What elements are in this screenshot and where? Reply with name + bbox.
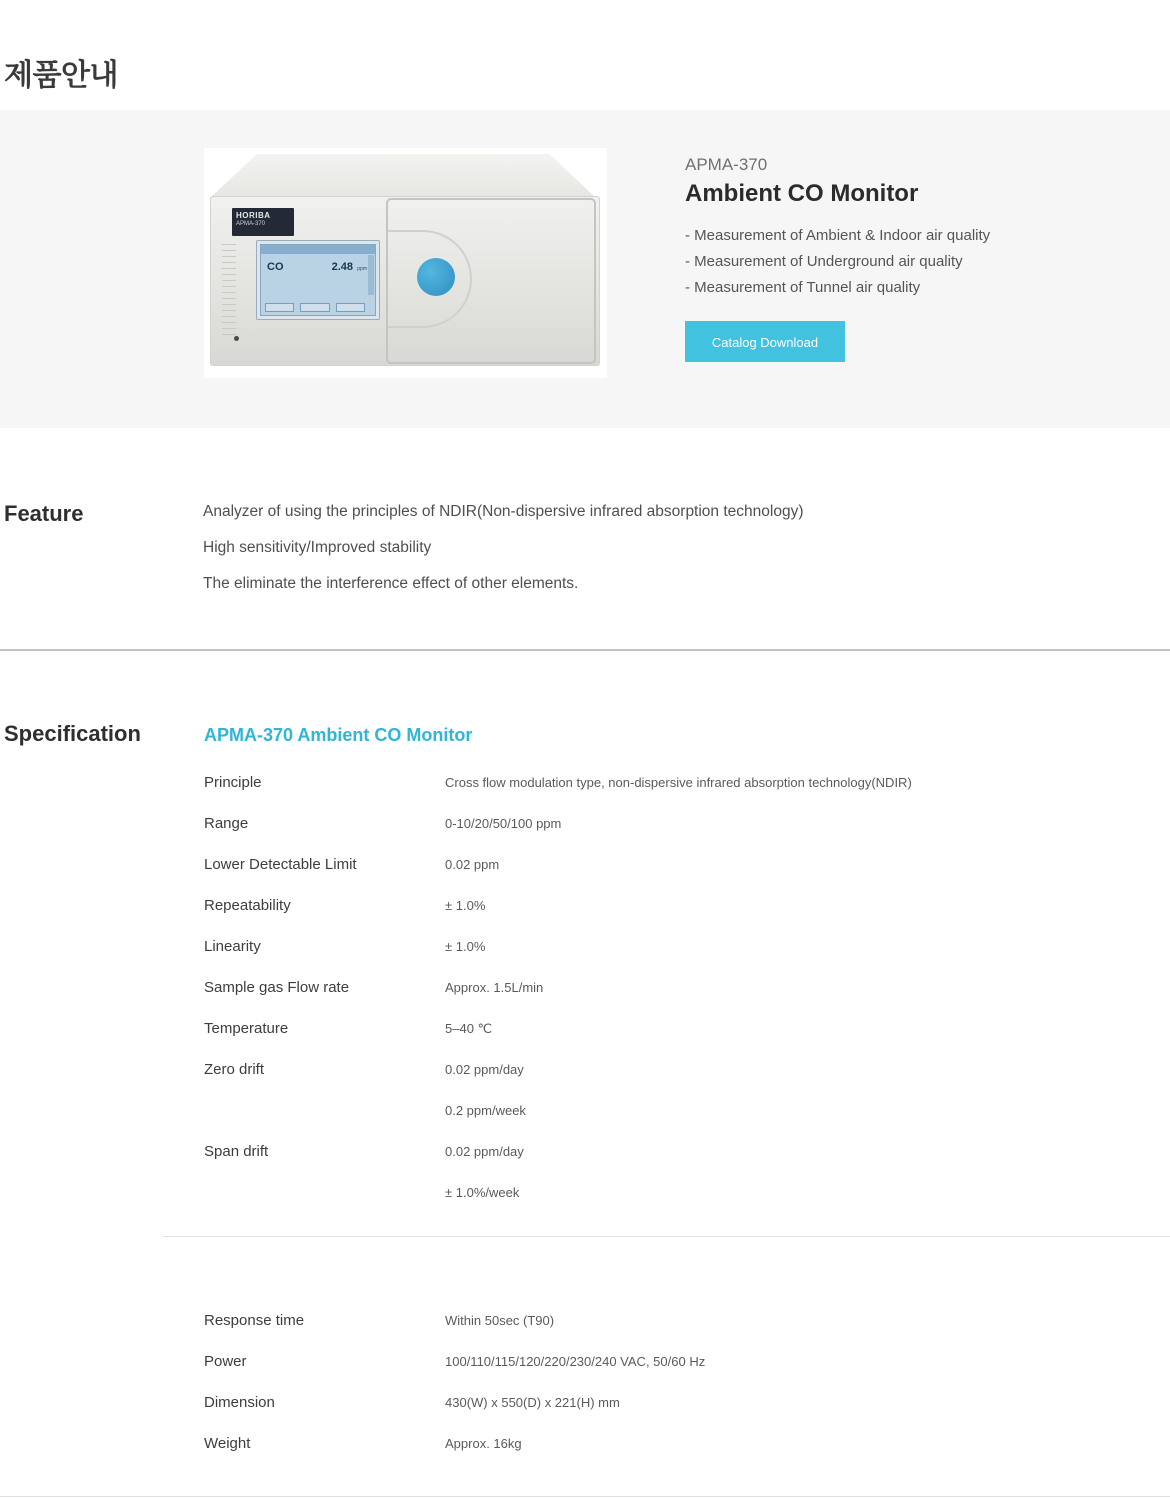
product-photo <box>204 148 607 378</box>
spec-values <box>445 967 912 1008</box>
device-brand: HORIBA <box>236 211 271 220</box>
spec-label: Zero drift <box>204 1061 265 1078</box>
spec-value: 0.02 ppm/day <box>445 1062 524 1077</box>
specification-table-physical <box>204 1300 705 1464</box>
spec-row <box>204 967 912 1008</box>
spec-value: Within 50sec (T90) <box>445 1313 555 1328</box>
spec-value: Cross flow modulation type, non-dispersive infrared absorption technology(NDIR) <box>445 775 912 790</box>
device-brand-label <box>232 208 294 236</box>
bottom-divider <box>0 1496 1170 1497</box>
spec-value: Approx. 1.5L/min <box>445 980 544 995</box>
device-round-button <box>417 258 455 296</box>
section-divider <box>0 649 1170 651</box>
spec-label: Linearity <box>204 938 261 955</box>
product-bullet: - Measurement of Underground air quality <box>685 253 963 270</box>
product-bullet: - Measurement of Ambient & Indoor air quality <box>685 227 991 244</box>
feature-line: High sensitivity/Improved stability <box>203 539 432 556</box>
device-screen <box>260 244 376 316</box>
spec-row <box>204 1341 705 1382</box>
spec-values <box>445 1423 705 1464</box>
device-display <box>256 240 380 320</box>
spec-values <box>445 926 912 967</box>
device-unit-readout: ppm <box>357 266 367 272</box>
spec-row <box>204 1423 705 1464</box>
specification-table-main <box>204 762 912 1213</box>
spec-label: Span drift <box>204 1143 269 1160</box>
spec-label: Repeatability <box>204 897 291 914</box>
spec-label: Sample gas Flow rate <box>204 979 350 996</box>
product-code: APMA-370 <box>685 155 768 174</box>
device-value-readout: 2.48 <box>331 261 353 273</box>
product-bullet: - Measurement of Tunnel air quality <box>685 279 921 296</box>
spec-value: 0.2 ppm/week <box>445 1103 526 1118</box>
spec-values <box>445 1131 912 1213</box>
spec-values <box>445 762 912 803</box>
spec-value: 100/110/115/120/220/230/240 VAC, 50/60 Hz <box>445 1354 706 1369</box>
spec-row <box>204 803 912 844</box>
spec-values <box>445 885 912 926</box>
device-model: APMA-370 <box>236 221 266 227</box>
device-screen-buttons <box>265 303 365 312</box>
spec-value: Approx. 16kg <box>445 1436 522 1451</box>
device-vents <box>222 244 236 340</box>
feature-line-list <box>203 494 804 602</box>
spec-label: Principle <box>204 774 262 791</box>
spec-values <box>445 1049 912 1131</box>
spec-row <box>204 762 912 803</box>
spec-value: 5–40 ℃ <box>445 1021 493 1036</box>
device-power-led <box>234 336 239 341</box>
spec-row <box>204 885 912 926</box>
device-screen-header <box>261 245 375 254</box>
spec-row <box>204 1300 705 1341</box>
device-gas-readout: CO <box>267 261 284 273</box>
specification-subtitle: APMA-370 Ambient CO Monitor <box>204 725 473 745</box>
feature-line: The eliminate the interference effect of other elements. <box>203 575 579 592</box>
spec-values <box>445 844 912 885</box>
spec-row <box>204 1131 912 1213</box>
spec-value: 0.02 ppm/day <box>445 1144 524 1159</box>
device-screen-scrollbar <box>368 255 374 295</box>
spec-value: ± 1.0% <box>445 898 486 913</box>
spec-label: Lower Detectable Limit <box>204 856 357 873</box>
spec-value: 430(W) x 550(D) x 221(H) mm <box>445 1395 620 1410</box>
device-top-face <box>210 154 600 198</box>
specification-heading: Specification <box>4 721 141 746</box>
spec-values <box>445 1382 705 1423</box>
spec-row <box>204 1382 705 1423</box>
spec-label: Temperature <box>204 1020 289 1037</box>
page-title: 제품안내 <box>4 59 118 92</box>
spec-values <box>445 1008 912 1049</box>
spec-label: Dimension <box>204 1394 275 1411</box>
spec-row <box>204 926 912 967</box>
spec-value: ± 1.0%/week <box>445 1185 520 1200</box>
spec-values <box>445 1341 705 1382</box>
spec-label: Response time <box>204 1312 305 1329</box>
spec-label: Power <box>204 1353 247 1370</box>
feature-heading: Feature <box>4 501 84 526</box>
spec-value: 0-10/20/50/100 ppm <box>445 816 562 831</box>
spec-row <box>204 1008 912 1049</box>
spec-value: ± 1.0% <box>445 939 486 954</box>
product-bullet-list <box>685 223 990 301</box>
spec-row <box>204 1049 912 1131</box>
catalog-download-button[interactable]: Catalog Download <box>685 321 845 362</box>
spec-label: Weight <box>204 1435 251 1452</box>
product-banner <box>0 110 1170 428</box>
table-divider <box>163 1236 1170 1237</box>
spec-values <box>445 1300 705 1341</box>
spec-values <box>445 803 912 844</box>
spec-label: Range <box>204 815 249 832</box>
spec-value: 0.02 ppm <box>445 857 500 872</box>
spec-row <box>204 844 912 885</box>
product-name: Ambient CO Monitor <box>685 180 919 207</box>
feature-line: Analyzer of using the principles of NDIR(Non-dispersive infrared absorption technology) <box>203 503 804 520</box>
